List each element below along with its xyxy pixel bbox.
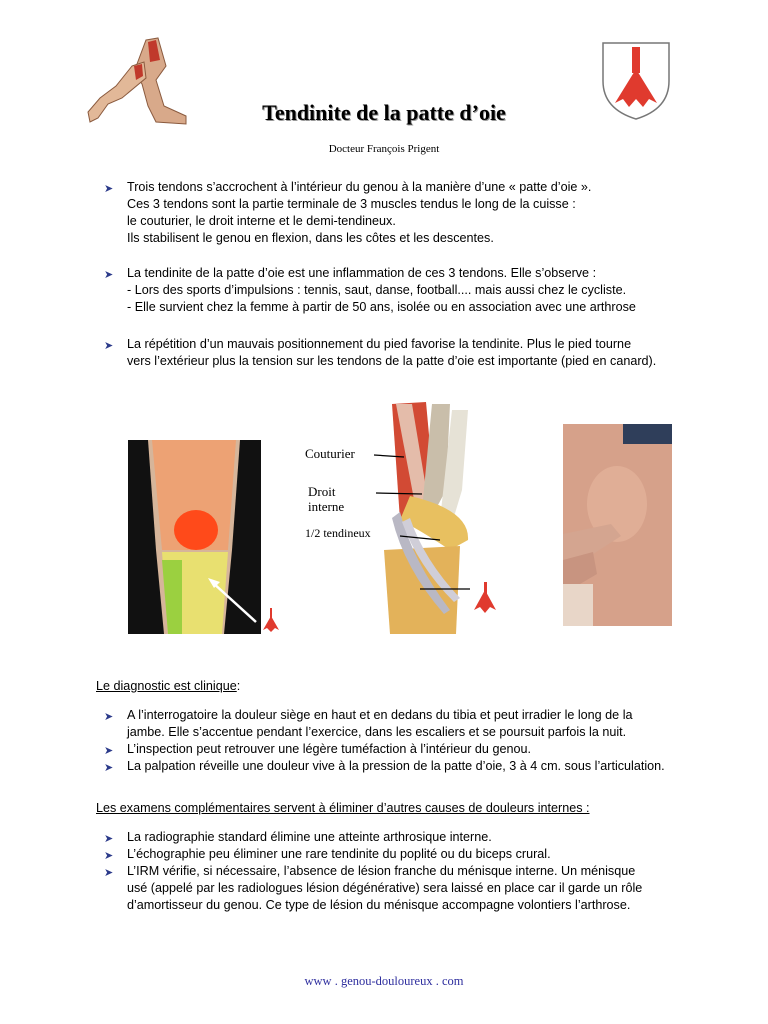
intro-paragraph xyxy=(127,336,747,370)
arrow-bullet-icon: ➤ xyxy=(104,745,114,757)
text-line: - Lors des sports d’impulsions : tennis, saut, danse, football.... mais aussi chez le cycliste. xyxy=(127,283,627,297)
text-line: vers l’extérieur plus la tension sur les tendons de la patte d’oie est importante (pied en canard). xyxy=(127,354,657,368)
label-couturier: Couturier xyxy=(305,446,355,461)
text-line: La radiographie standard élimine une atteinte arthrosique interne. xyxy=(127,830,492,844)
arrow-bullet-icon: ➤ xyxy=(104,867,114,879)
examens-item xyxy=(127,829,747,846)
text-line: le couturier, le droit interne et le demi-tendineux. xyxy=(127,214,396,228)
text-line: usé (appelé par les radiologues lésion dégénérative) sera laissé en place car il garde un rôle xyxy=(127,881,643,895)
text-line: La palpation réveille une douleur vive à la pression de la patte d’oie, 3 à 4 cm. sous l’articulation. xyxy=(127,759,665,773)
diagnostic-heading-suffix: : xyxy=(236,679,241,693)
arrow-bullet-icon: ➤ xyxy=(104,340,114,352)
diagnostic-item xyxy=(127,741,747,758)
knee-front-image xyxy=(128,440,261,634)
diagnostic-heading xyxy=(96,679,240,693)
arrow-bullet-icon: ➤ xyxy=(104,711,114,723)
author-line: Docteur François Prigent xyxy=(328,143,440,155)
arrow-bullet-icon: ➤ xyxy=(104,833,114,845)
text-line: A l’interrogatoire la douleur siège en haut et en dedans du tibia et peut irradier le long de la xyxy=(127,708,633,722)
text-line: Ils stabilisent le genou en flexion, dans les côtes et les descentes. xyxy=(127,231,494,245)
knee-palpation-photo xyxy=(563,424,672,626)
arrow-bullet-icon: ➤ xyxy=(104,850,114,862)
diagnostic-heading-text: Le diagnostic est clinique xyxy=(96,679,237,693)
diagnostic-item xyxy=(127,707,747,741)
text-line: jambe. Elle s’accentue pendant l’exercice, dans les escaliers et se poursuit parfois la nuit. xyxy=(127,725,627,739)
text-line: La tendinite de la patte d’oie est une inflammation de ces 3 tendons. Elle s’observe : xyxy=(127,266,597,280)
text-line: - Elle survient chez la femme à partir de 50 ans, isolée ou en association avec une arthrose xyxy=(127,300,636,314)
text-line: La répétition d’un mauvais positionnement du pied favorise la tendinite. Plus le pied tourne xyxy=(127,337,632,351)
text-line: d’amortisseur du genou. Ce type de lésion du ménisque accompagne volontiers l’arthrose. xyxy=(127,898,631,912)
text-line: L’inspection peut retrouver une légère tuméfaction à l’intérieur du genou. xyxy=(127,742,531,756)
text-line: Trois tendons s’accrochent à l’intérieur du genou à la manière d’une « patte d’oie ». xyxy=(127,180,592,194)
label-tendineux: 1/2 tendineux xyxy=(305,526,371,540)
arrow-bullet-icon: ➤ xyxy=(104,183,114,195)
arrow-bullet-icon: ➤ xyxy=(104,269,114,281)
label-interne: interne xyxy=(308,499,345,514)
examens-heading: Les examens complémentaires servent à éliminer d’autres causes de douleurs internes : xyxy=(96,801,590,815)
footer-link[interactable]: www . genou-douloureux . com xyxy=(304,974,464,988)
text-line: L’IRM vérifie, si nécessaire, l’absence de lésion franche du ménisque interne. Un ménisque xyxy=(127,864,636,878)
goose-foot-icon xyxy=(262,608,280,632)
tendon-anatomy-image xyxy=(300,400,510,634)
examens-item xyxy=(127,863,747,914)
diagnostic-item xyxy=(127,758,747,775)
arrow-bullet-icon: ➤ xyxy=(104,762,114,774)
text-line: L’échographie peu éliminer une rare tendinite du poplité ou du biceps crural. xyxy=(127,847,551,861)
text-line: Ces 3 tendons sont la partie terminale de 3 muscles tendus le long de la cuisse : xyxy=(127,197,576,211)
page-title: Tendinite de la patte d’oie xyxy=(262,100,506,125)
label-droit: Droit xyxy=(308,484,336,499)
intro-paragraph xyxy=(127,265,747,316)
intro-paragraph xyxy=(127,179,747,247)
examens-item xyxy=(127,846,747,863)
